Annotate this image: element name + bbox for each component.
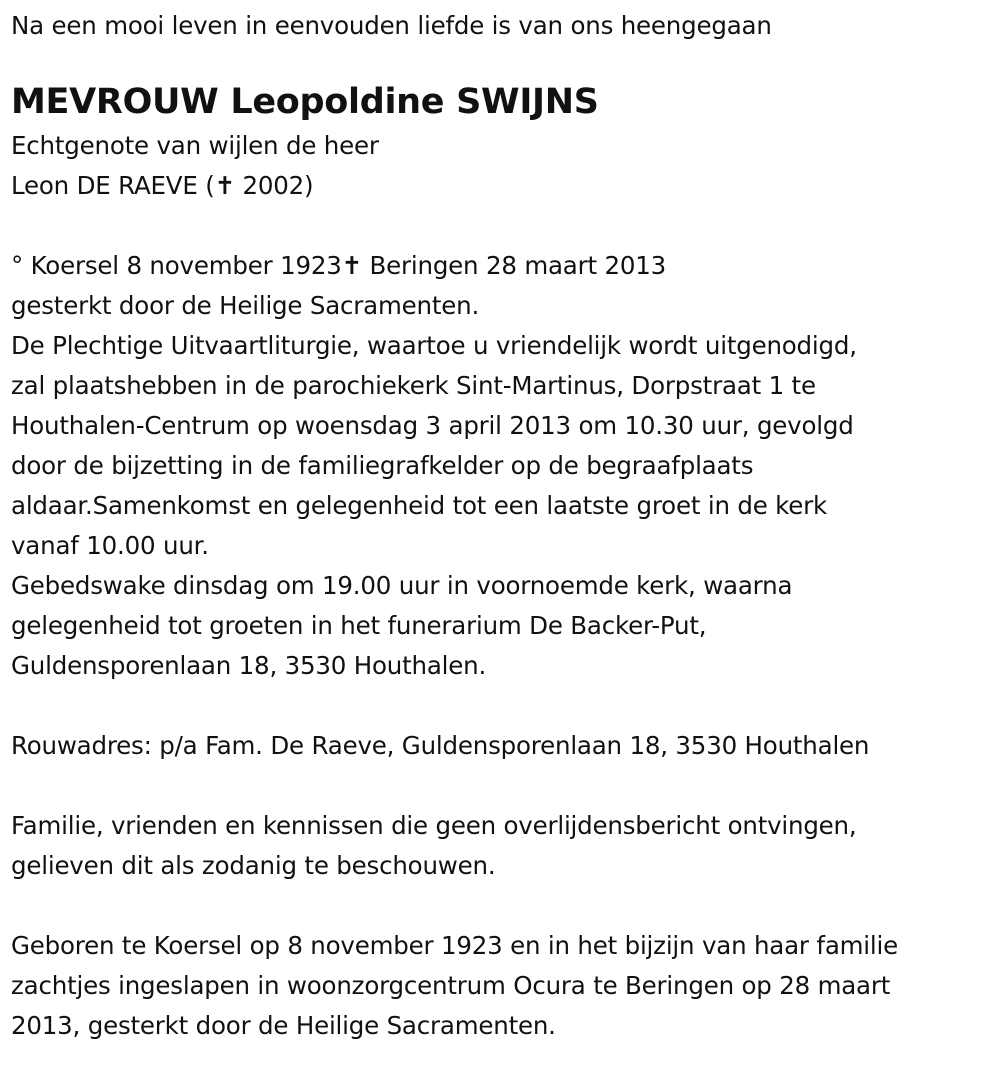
notice-line: Familie, vrienden en kennissen die geen overlijdensbericht ontvingen,: [11, 811, 857, 840]
spacer: [11, 686, 1000, 726]
mourning-address: Rouwadres: p/a Fam. De Raeve, Guldensporenlaan 18, 3530 Houthalen: [11, 731, 870, 760]
closing-line: zachtjes ingeslapen in woonzorgcentrum Ocura te Beringen op 28 maart: [11, 971, 891, 1000]
body-line: vanaf 10.00 uur.: [11, 531, 209, 560]
body-line: Houthalen-Centrum op woensdag 3 april 2013 om 10.30 uur, gevolgd: [11, 411, 854, 440]
body-line: gelegenheid tot groeten in het funerarium De Backer-Put,: [11, 611, 707, 640]
body-line: De Plechtige Uitvaartliturgie, waartoe u vriendelijk wordt uitgenodigd,: [11, 331, 857, 360]
body-line: zal plaatshebben in de parochiekerk Sint-Martinus, Dorpstraat 1 te: [11, 371, 816, 400]
spouse-line: Leon DE RAEVE (✝ 2002): [11, 171, 314, 200]
body-line: door de bijzetting in de familiegrafkelder op de begraafplaats: [11, 451, 754, 480]
body-line: Guldensporenlaan 18, 3530 Houthalen.: [11, 651, 487, 680]
deceased-name: MEVROUW Leopoldine SWIJNS: [11, 82, 599, 122]
notice-line: gelieven dit als zodanig te beschouwen.: [11, 851, 496, 880]
closing-line: 2013, gesterkt door de Heilige Sacramenten.: [11, 1011, 556, 1040]
spacer: [11, 766, 1000, 806]
body-line: ° Koersel 8 november 1923✝ Beringen 28 maart 2013: [11, 251, 667, 280]
closing-line: Geboren te Koersel op 8 november 1923 en in het bijzijn van haar familie: [11, 931, 898, 960]
intro-text: Na een mooi leven in eenvouden liefde is van ons heengegaan: [11, 11, 772, 40]
spacer: [11, 206, 1000, 246]
spouse-line: Echtgenote van wijlen de heer: [11, 131, 379, 160]
body-line: aldaar.Samenkomst en gelegenheid tot een laatste groet in de kerk: [11, 491, 828, 520]
body-line: Gebedswake dinsdag om 19.00 uur in voornoemde kerk, waarna: [11, 571, 793, 600]
body-line: gesterkt door de Heilige Sacramenten.: [11, 291, 480, 320]
spacer: [11, 886, 1000, 926]
